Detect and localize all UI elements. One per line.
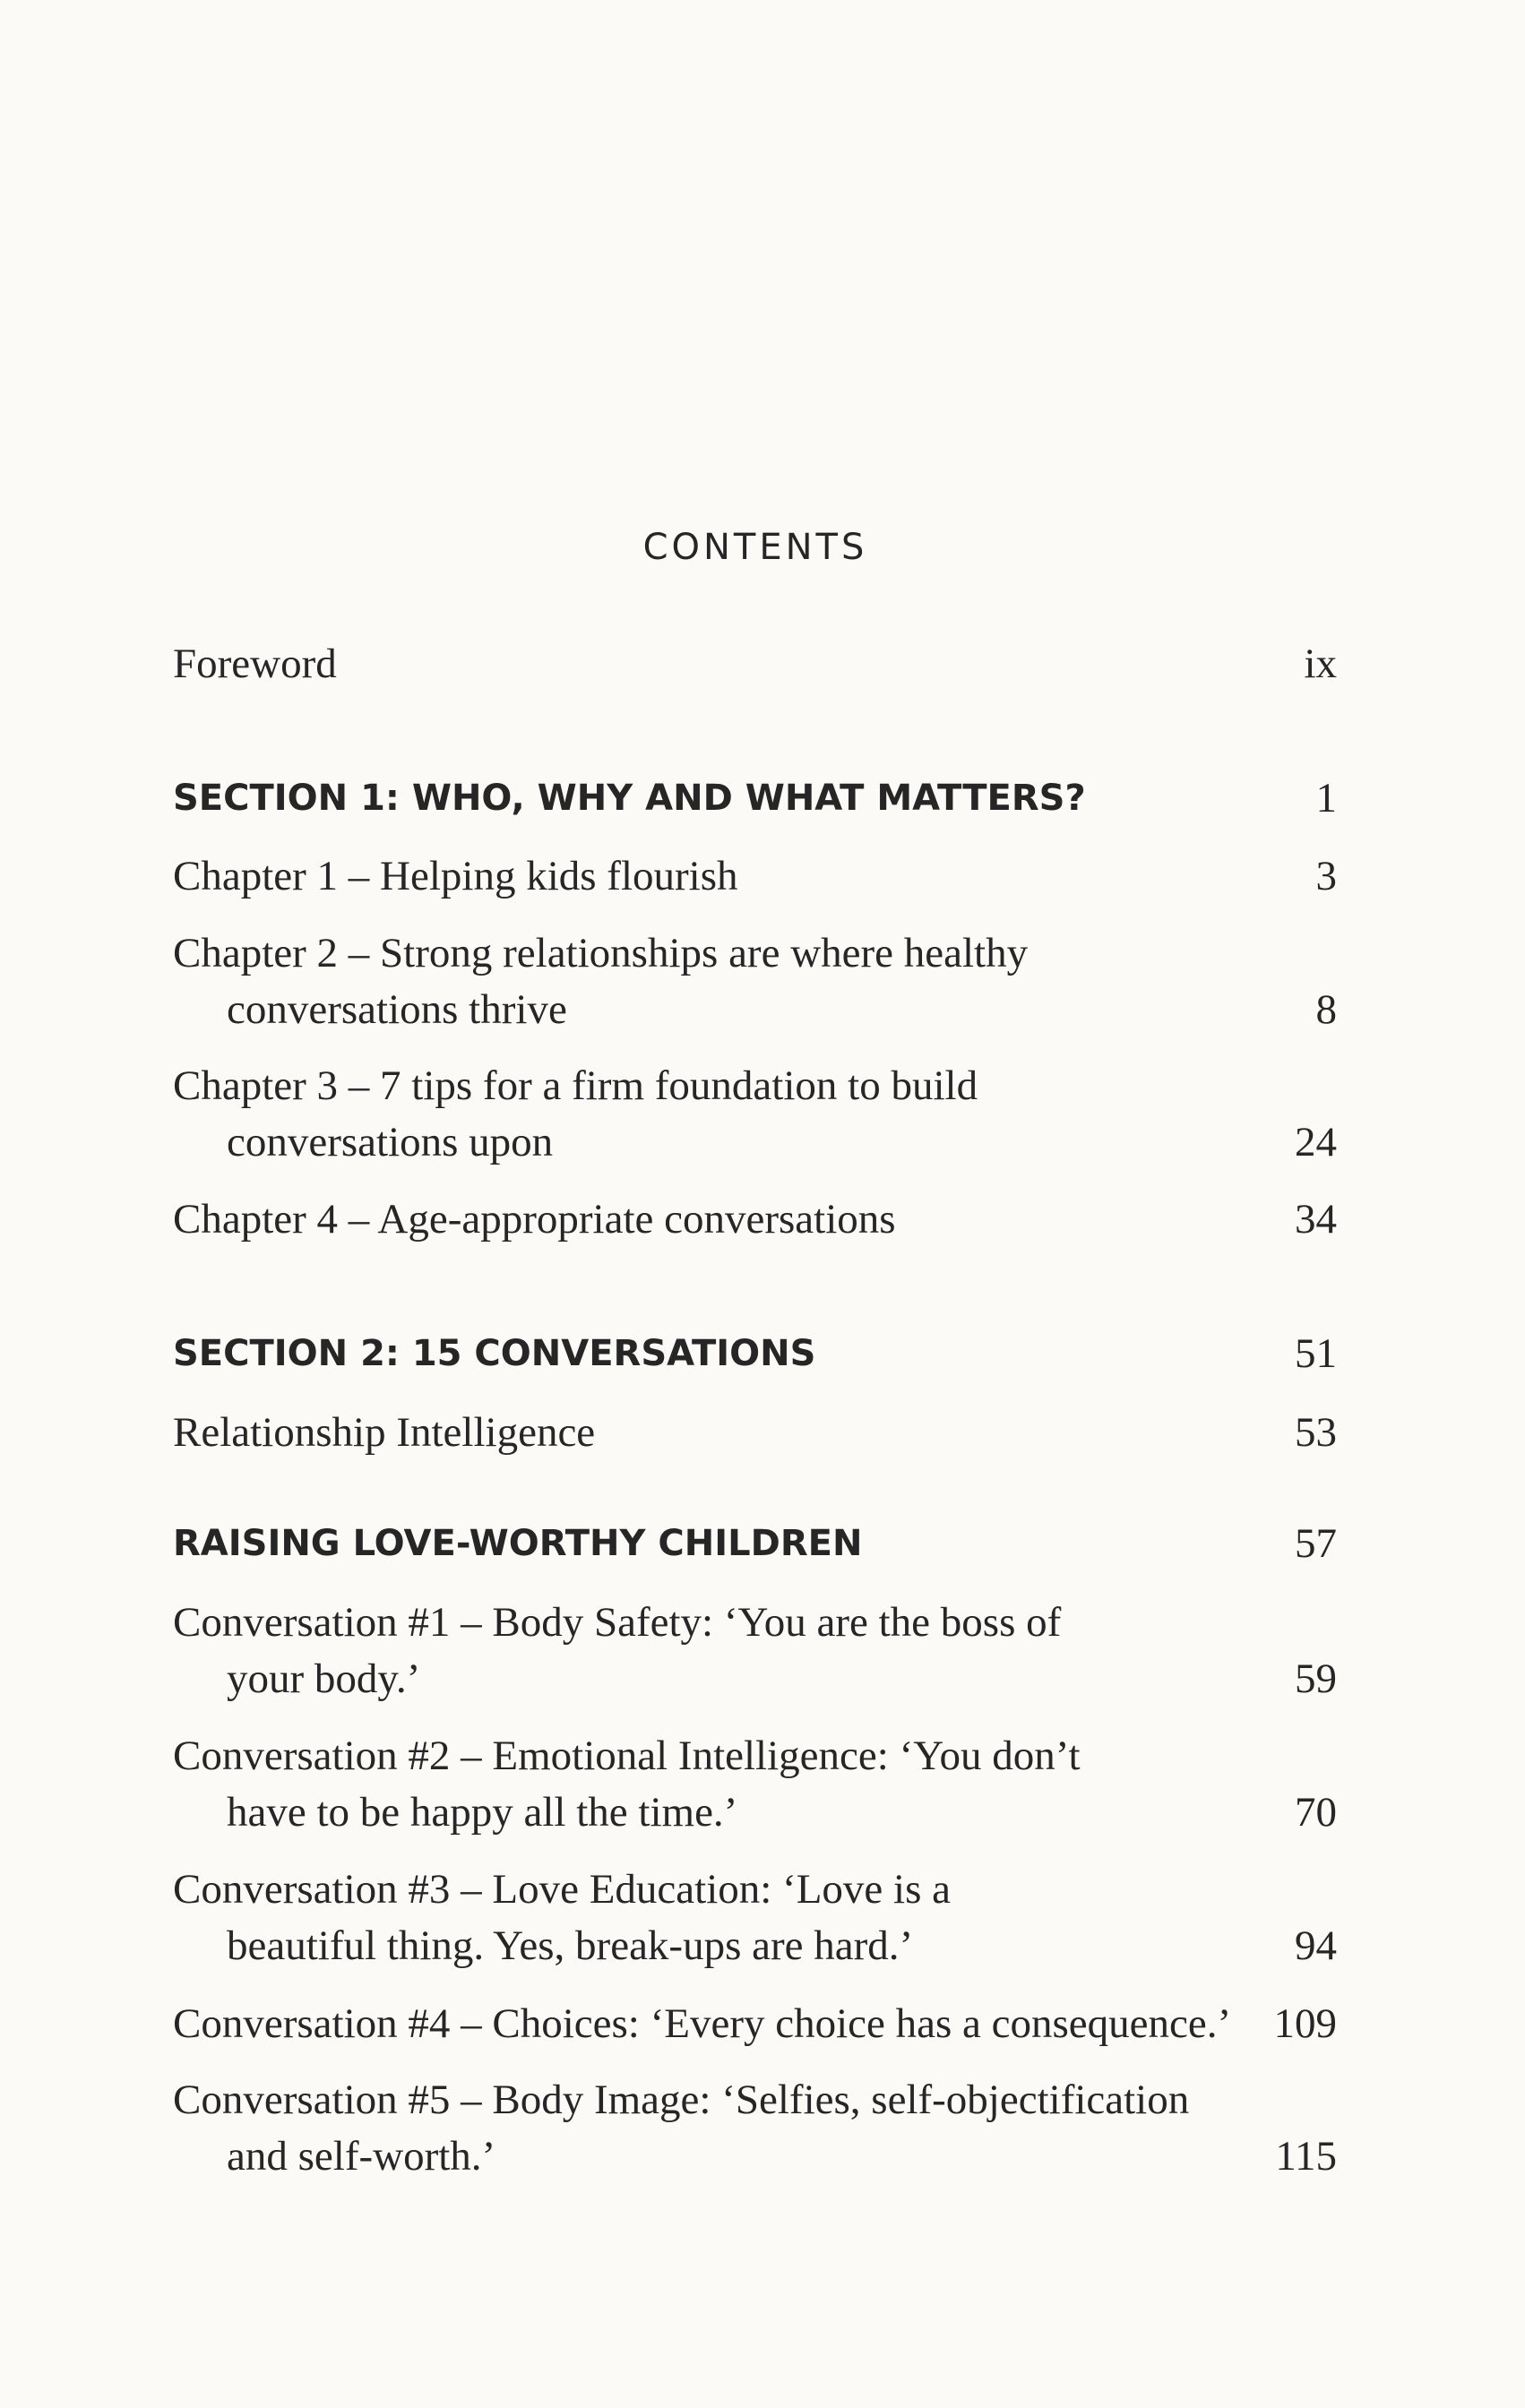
entry-label-continued: your body.’ xyxy=(227,1656,421,1702)
toc-entry-chapter-2[interactable] xyxy=(173,925,1337,1038)
toc-entry-chapter-1[interactable] xyxy=(173,848,1337,905)
contents-title-text: CONTENTS xyxy=(642,527,868,568)
toc-entry-conversation-1[interactable] xyxy=(173,1595,1337,1707)
entry-label: Conversation #4 – Choices: ‘Every choice has a consequence.’ xyxy=(173,2000,1232,2047)
toc-entry-conversation-5[interactable] xyxy=(173,2072,1337,2185)
entry-label: Conversation #3 – Love Education: ‘Love is a xyxy=(173,1866,951,1913)
toc-entry-conversation-2[interactable] xyxy=(173,1728,1337,1841)
page-number: ix xyxy=(1304,641,1337,687)
contents-title xyxy=(0,527,1525,568)
entry-label-continued: conversations upon xyxy=(227,1119,554,1165)
toc-section-2[interactable] xyxy=(173,1326,1337,1382)
page-number: 3 xyxy=(1315,853,1337,899)
page-number: 57 xyxy=(1295,1520,1337,1567)
page-number: 8 xyxy=(1315,986,1337,1033)
toc-entry-foreword[interactable] xyxy=(173,636,1337,692)
toc-entry-conversation-3[interactable] xyxy=(173,1862,1337,1974)
toc-entry-chapter-4[interactable] xyxy=(173,1191,1337,1248)
entry-label-continued: have to be happy all the time.’ xyxy=(227,1789,738,1836)
section-label: SECTION 2: 15 CONVERSATIONS xyxy=(173,1333,816,1374)
entry-label: Conversation #1 – Body Safety: ‘You are the boss of xyxy=(173,1599,1062,1646)
toc-entry-relationship-intelligence[interactable] xyxy=(173,1405,1337,1461)
page-number: 109 xyxy=(1273,2000,1337,2047)
page-number: 115 xyxy=(1275,2133,1337,2180)
toc-entry-chapter-3[interactable] xyxy=(173,1058,1337,1171)
section-label: RAISING LOVE-WORTHY CHILDREN xyxy=(173,1523,863,1564)
entry-label: Conversation #2 – Emotional Intelligence: ‘You don’t xyxy=(173,1733,1081,1779)
entry-label-continued: and self-worth.’ xyxy=(227,2133,496,2180)
entry-label: Chapter 1 – Helping kids flourish xyxy=(173,853,738,899)
toc-section-raising-love-worthy-children[interactable] xyxy=(173,1516,1337,1572)
page-number: 70 xyxy=(1295,1789,1337,1836)
page-number: 53 xyxy=(1295,1409,1337,1456)
page-number: 24 xyxy=(1295,1119,1337,1165)
entry-label-continued: conversations thrive xyxy=(227,986,567,1033)
entry-label: Chapter 4 – Age-appropriate conversations xyxy=(173,1196,896,1243)
page-number: 34 xyxy=(1295,1196,1337,1243)
entry-label: Foreword xyxy=(173,641,337,687)
entry-label: Conversation #5 – Body Image: ‘Selfies, self-objectification xyxy=(173,2077,1190,2123)
toc-section-1[interactable] xyxy=(173,770,1337,827)
entry-label: Relationship Intelligence xyxy=(173,1409,596,1456)
entry-label-continued: beautiful thing. Yes, break-ups are hard.’ xyxy=(227,1922,914,1969)
page-number: 51 xyxy=(1295,1330,1337,1377)
entry-label: Chapter 2 – Strong relationships are where healthy xyxy=(173,930,1029,976)
section-label: SECTION 1: WHO, WHY AND WHAT MATTERS? xyxy=(173,778,1086,819)
page-number: 1 xyxy=(1315,775,1337,821)
page-number: 94 xyxy=(1295,1922,1337,1969)
page-number: 59 xyxy=(1295,1656,1337,1702)
toc-entry-conversation-4[interactable] xyxy=(173,1996,1337,2052)
entry-label: Chapter 3 – 7 tips for a firm foundation to build xyxy=(173,1062,978,1109)
